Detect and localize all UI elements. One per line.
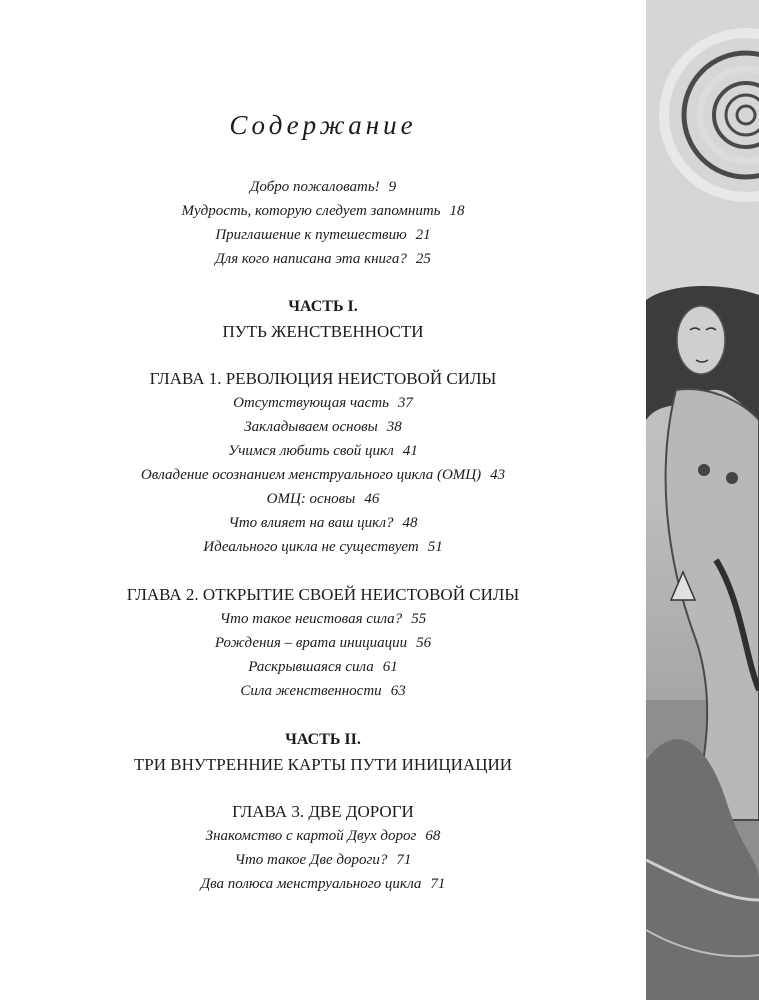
entry-page: 18 [449,203,465,219]
toc-entry[interactable] [0,223,646,247]
part-number: ЧАСТЬ I. [288,298,358,315]
entry-text: Сила женственности [240,683,382,699]
entry-page: 25 [415,251,431,267]
entry-text: Знакомство с картой Двух дорог [205,828,417,844]
entry-page: 21 [415,227,431,243]
entry-text: Что такое Две дороги? [234,852,388,868]
toc-entry[interactable] [0,415,646,439]
part-1-heading [0,295,646,344]
toc-entry[interactable] [0,607,646,631]
entry-page: 9 [388,179,397,195]
toc-entry[interactable] [0,679,646,703]
entry-page: 63 [390,683,406,699]
entry-page: 37 [397,395,413,411]
entry-page: 61 [382,659,398,675]
intro-section [0,175,646,271]
entry-page: 51 [427,539,443,555]
toc-entry[interactable] [0,848,646,872]
toc-entry[interactable] [0,391,646,415]
entry-text: Идеального цикла не существует [203,539,419,555]
chapter-title[interactable]: ГЛАВА 1. РЕВОЛЮЦИЯ НЕИСТОВОЙ СИЛЫ [149,369,497,388]
toc-entry[interactable] [0,511,646,535]
toc-entry[interactable] [0,535,646,559]
entry-text: Рождения – врата инициации [214,635,408,651]
entry-text: Учимся любить свой цикл [228,443,394,459]
entry-page: 71 [430,876,446,892]
page-title: Содержание [229,110,417,140]
entry-text: Овладение осознанием менструального цикла (ОМЦ) [140,467,482,483]
chapter-title[interactable]: ГЛАВА 3. ДВЕ ДОРОГИ [232,802,414,821]
entry-text: Для кого написана эта книга? [215,251,407,267]
toc-entry[interactable] [0,175,646,199]
toc-entry[interactable] [0,199,646,223]
part-2-heading [0,728,646,777]
entry-page: 71 [396,852,412,868]
entry-page: 38 [386,419,402,435]
chapter-1-section [0,366,646,559]
figure-detail [698,464,710,476]
toc-entry[interactable] [0,439,646,463]
illustration-artwork [646,0,759,1000]
entry-text: Что влияет на ваш цикл? [228,515,394,531]
toc-entry[interactable] [0,824,646,848]
entry-page: 55 [411,611,427,627]
chapter-title[interactable]: ГЛАВА 2. ОТКРЫТИЕ СВОЕЙ НЕИСТОВОЙ СИЛЫ [126,585,520,604]
entry-page: 46 [364,491,380,507]
entry-text: Приглашение к путешествию [215,227,407,243]
entry-page: 41 [402,443,418,459]
toc-entry[interactable] [0,655,646,679]
toc-entry[interactable] [0,247,646,271]
toc-entry[interactable] [0,872,646,896]
entry-text: Добро пожаловать! [249,179,380,195]
entry-text: Мудрость, которую следует запомнить [181,203,441,219]
chapter-3-section [0,799,646,896]
toc-entry[interactable] [0,487,646,511]
entry-text: Раскрывшаяся сила [248,659,374,675]
face-shape [677,306,725,374]
chapter-2-section [0,582,646,703]
toc-entry[interactable] [0,631,646,655]
entry-page: 68 [425,828,441,844]
entry-text: ОМЦ: основы [266,491,356,507]
part-title: ПУТЬ ЖЕНСТВЕННОСТИ [222,322,424,341]
side-illustration [646,0,759,1000]
part-number: ЧАСТЬ II. [285,731,361,748]
figure-detail [726,472,738,484]
toc-entry[interactable] [0,463,646,487]
entry-page: 56 [416,635,432,651]
part-title: ТРИ ВНУТРЕННИЕ КАРТЫ ПУТИ ИНИЦИАЦИИ [133,755,513,774]
entry-text: Закладываем основы [244,419,378,435]
entry-page: 48 [402,515,418,531]
entry-text: Два полюса менструального цикла [200,876,422,892]
entry-text: Отсутствующая часть [233,395,389,411]
entry-page: 43 [490,467,506,483]
entry-text: Что такое неистовая сила? [219,611,403,627]
